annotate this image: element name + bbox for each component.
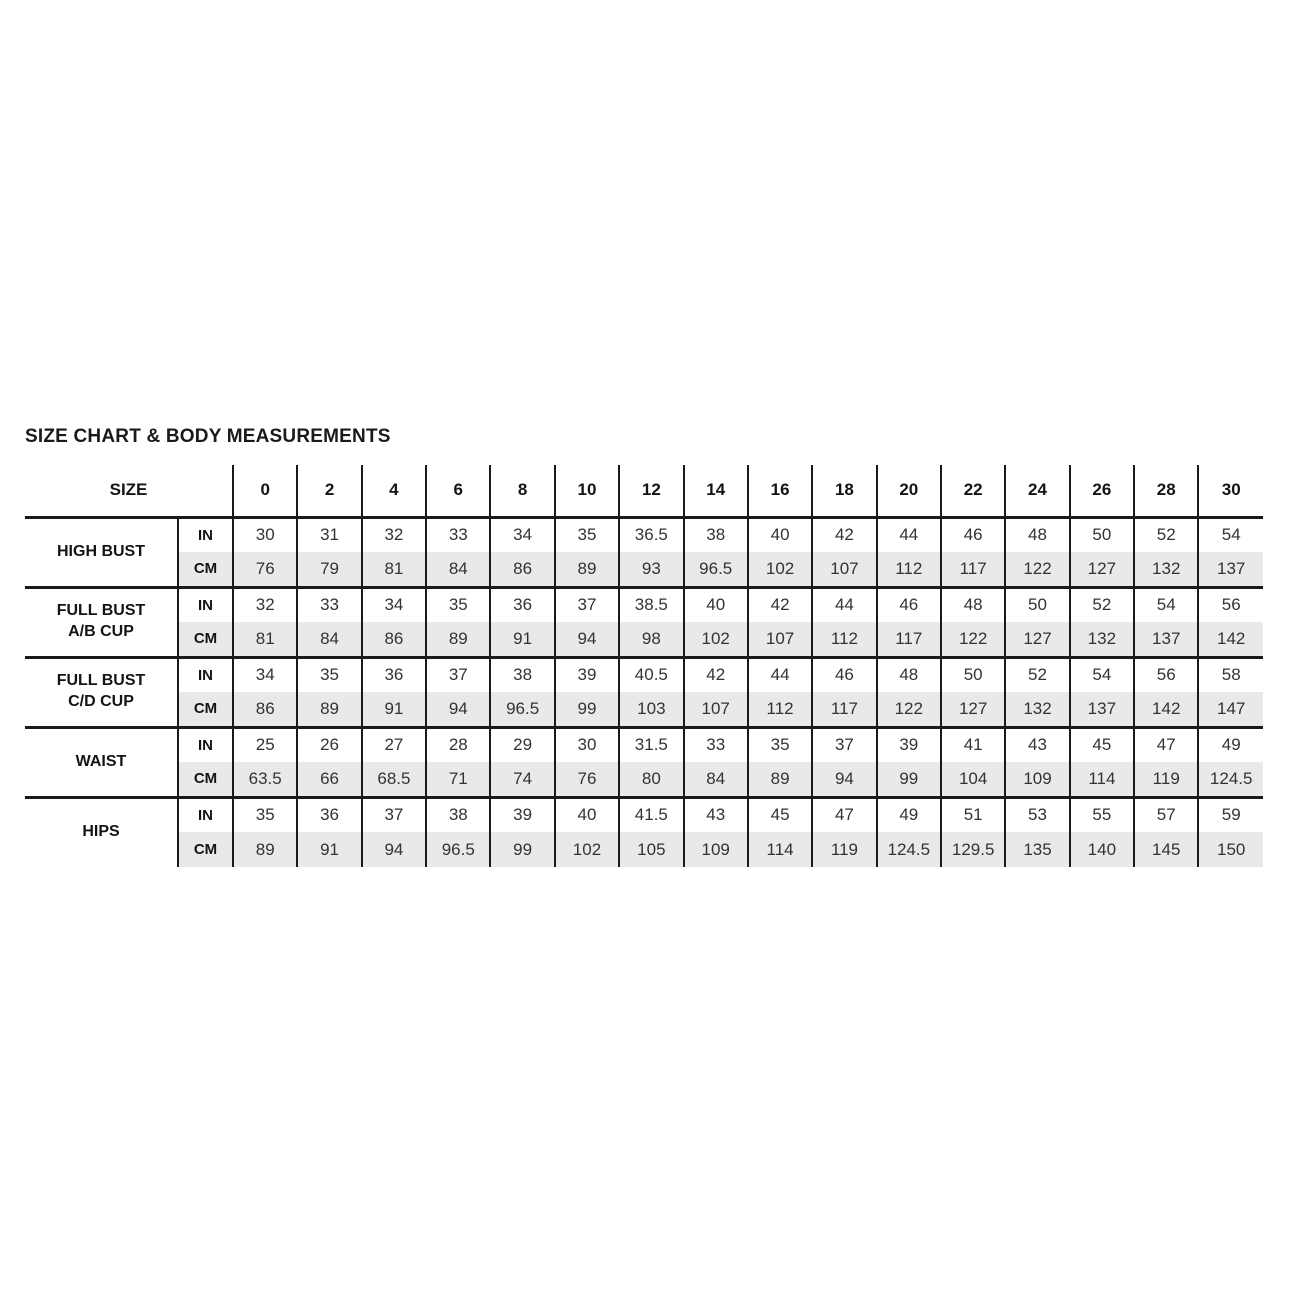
cell-hips-cm-6: 96.5 [426,832,490,867]
cell-high-bust-in-22: 46 [941,517,1005,552]
cell-full-bust-cd-cup-in-2: 35 [297,657,361,692]
cell-waist-in-22: 41 [941,727,1005,762]
size-col-header-28: 28 [1134,465,1198,517]
cell-waist-cm-6: 71 [426,762,490,797]
cell-hips-cm-20: 124.5 [877,832,941,867]
cell-full-bust-cd-cup-cm-2: 89 [297,692,361,727]
cell-high-bust-in-24: 48 [1005,517,1069,552]
table-row-hips-cm [25,832,1263,867]
cell-full-bust-cd-cup-in-8: 38 [490,657,554,692]
unit-cell-cm-full-bust-ab-cup: CM [178,622,233,657]
cell-hips-cm-16: 114 [748,832,812,867]
cell-waist-cm-30: 124.5 [1198,762,1263,797]
cell-full-bust-ab-cup-in-6: 35 [426,587,490,622]
cell-hips-in-26: 55 [1070,797,1134,832]
cell-full-bust-cd-cup-cm-30: 147 [1198,692,1263,727]
table-row-full-bust-cd-cup-cm [25,692,1263,727]
size-col-header-30: 30 [1198,465,1263,517]
cell-high-bust-in-26: 50 [1070,517,1134,552]
cell-full-bust-ab-cup-cm-16: 107 [748,622,812,657]
cell-full-bust-cd-cup-cm-28: 142 [1134,692,1198,727]
size-col-header-12: 12 [619,465,683,517]
cell-full-bust-ab-cup-in-28: 54 [1134,587,1198,622]
cell-waist-cm-8: 74 [490,762,554,797]
size-col-header-0: 0 [233,465,297,517]
table-row-high-bust-in [25,517,1263,552]
size-col-header-8: 8 [490,465,554,517]
cell-hips-in-2: 36 [297,797,361,832]
cell-hips-in-6: 38 [426,797,490,832]
size-col-header-18: 18 [812,465,876,517]
row-label-line: A/B CUP [68,623,134,640]
cell-high-bust-cm-4: 81 [362,552,426,587]
cell-waist-in-6: 28 [426,727,490,762]
cell-waist-cm-10: 76 [555,762,619,797]
cell-high-bust-cm-20: 112 [877,552,941,587]
cell-full-bust-cd-cup-in-4: 36 [362,657,426,692]
cell-hips-cm-12: 105 [619,832,683,867]
cell-full-bust-ab-cup-in-0: 32 [233,587,297,622]
cell-hips-in-24: 53 [1005,797,1069,832]
cell-waist-cm-26: 114 [1070,762,1134,797]
size-header-row [25,465,1263,517]
table-row-waist-in [25,727,1263,762]
cell-hips-cm-30: 150 [1198,832,1263,867]
cell-waist-in-14: 33 [684,727,748,762]
cell-full-bust-ab-cup-cm-28: 137 [1134,622,1198,657]
size-col-header-4: 4 [362,465,426,517]
unit-cell-in-high-bust: IN [178,517,233,552]
cell-high-bust-cm-10: 89 [555,552,619,587]
cell-high-bust-in-12: 36.5 [619,517,683,552]
cell-high-bust-cm-14: 96.5 [684,552,748,587]
cell-full-bust-cd-cup-cm-10: 99 [555,692,619,727]
size-col-header-22: 22 [941,465,1005,517]
cell-hips-cm-18: 119 [812,832,876,867]
size-col-header-24: 24 [1005,465,1069,517]
row-label-full-bust-cd-cup [25,657,178,727]
cell-hips-cm-26: 140 [1070,832,1134,867]
cell-waist-in-2: 26 [297,727,361,762]
cell-full-bust-ab-cup-cm-0: 81 [233,622,297,657]
cell-high-bust-cm-16: 102 [748,552,812,587]
unit-cell-in-full-bust-cd-cup: IN [178,657,233,692]
cell-full-bust-cd-cup-in-6: 37 [426,657,490,692]
cell-full-bust-ab-cup-in-2: 33 [297,587,361,622]
cell-hips-in-20: 49 [877,797,941,832]
cell-hips-in-10: 40 [555,797,619,832]
row-label-waist [25,727,178,797]
cell-hips-in-16: 45 [748,797,812,832]
cell-high-bust-in-30: 54 [1198,517,1263,552]
cell-full-bust-ab-cup-cm-4: 86 [362,622,426,657]
cell-full-bust-ab-cup-in-30: 56 [1198,587,1263,622]
cell-full-bust-ab-cup-in-18: 44 [812,587,876,622]
size-col-header-2: 2 [297,465,361,517]
cell-full-bust-ab-cup-cm-8: 91 [490,622,554,657]
cell-full-bust-cd-cup-cm-6: 94 [426,692,490,727]
cell-high-bust-in-4: 32 [362,517,426,552]
row-label-line: FULL BUST [56,672,146,690]
cell-full-bust-cd-cup-cm-8: 96.5 [490,692,554,727]
cell-full-bust-ab-cup-cm-10: 94 [555,622,619,657]
cell-full-bust-ab-cup-cm-12: 98 [619,622,683,657]
cell-full-bust-ab-cup-in-14: 40 [684,587,748,622]
cell-hips-in-18: 47 [812,797,876,832]
cell-high-bust-cm-30: 137 [1198,552,1263,587]
cell-full-bust-cd-cup-in-16: 44 [748,657,812,692]
size-col-header-16: 16 [748,465,812,517]
cell-waist-in-4: 27 [362,727,426,762]
cell-hips-cm-28: 145 [1134,832,1198,867]
cell-waist-cm-24: 109 [1005,762,1069,797]
cell-full-bust-ab-cup-cm-14: 102 [684,622,748,657]
cell-high-bust-in-6: 33 [426,517,490,552]
cell-waist-in-0: 25 [233,727,297,762]
unit-cell-cm-full-bust-cd-cup: CM [178,692,233,727]
cell-waist-in-30: 49 [1198,727,1263,762]
cell-waist-in-28: 47 [1134,727,1198,762]
cell-full-bust-cd-cup-in-22: 50 [941,657,1005,692]
row-label-line: WAIST [75,752,127,770]
unit-cell-in-waist: IN [178,727,233,762]
table-row-waist-cm [25,762,1263,797]
cell-high-bust-in-10: 35 [555,517,619,552]
cell-full-bust-cd-cup-in-18: 46 [812,657,876,692]
cell-high-bust-in-0: 30 [233,517,297,552]
cell-waist-cm-16: 89 [748,762,812,797]
cell-high-bust-cm-12: 93 [619,552,683,587]
cell-full-bust-cd-cup-cm-16: 112 [748,692,812,727]
cell-full-bust-cd-cup-in-24: 52 [1005,657,1069,692]
row-label-line: HIGH BUST [57,542,145,560]
cell-full-bust-ab-cup-cm-18: 112 [812,622,876,657]
cell-full-bust-cd-cup-cm-12: 103 [619,692,683,727]
cell-full-bust-ab-cup-cm-2: 84 [297,622,361,657]
table-row-hips-in [25,797,1263,832]
cell-waist-cm-20: 99 [877,762,941,797]
cell-hips-in-14: 43 [684,797,748,832]
row-label-full-bust-ab-cup [25,587,178,657]
cell-hips-in-0: 35 [233,797,297,832]
cell-hips-in-28: 57 [1134,797,1198,832]
cell-waist-in-26: 45 [1070,727,1134,762]
cell-full-bust-ab-cup-cm-30: 142 [1198,622,1263,657]
unit-cell-cm-high-bust: CM [178,552,233,587]
cell-full-bust-ab-cup-cm-26: 132 [1070,622,1134,657]
cell-high-bust-in-2: 31 [297,517,361,552]
cell-full-bust-cd-cup-cm-0: 86 [233,692,297,727]
cell-waist-in-20: 39 [877,727,941,762]
cell-high-bust-cm-0: 76 [233,552,297,587]
size-header-cell: SIZE [109,480,148,500]
cell-high-bust-cm-26: 127 [1070,552,1134,587]
cell-full-bust-cd-cup-in-10: 39 [555,657,619,692]
cell-high-bust-in-8: 34 [490,517,554,552]
table-row-full-bust-ab-cup-in [25,587,1263,622]
cell-hips-in-8: 39 [490,797,554,832]
cell-full-bust-cd-cup-cm-22: 127 [941,692,1005,727]
cell-full-bust-cd-cup-in-26: 54 [1070,657,1134,692]
cell-full-bust-cd-cup-cm-18: 117 [812,692,876,727]
cell-full-bust-cd-cup-in-14: 42 [684,657,748,692]
cell-full-bust-ab-cup-in-26: 52 [1070,587,1134,622]
cell-waist-in-12: 31.5 [619,727,683,762]
cell-full-bust-cd-cup-cm-24: 132 [1005,692,1069,727]
cell-waist-cm-18: 94 [812,762,876,797]
cell-hips-in-4: 37 [362,797,426,832]
cell-high-bust-cm-24: 122 [1005,552,1069,587]
cell-hips-in-12: 41.5 [619,797,683,832]
cell-full-bust-cd-cup-cm-26: 137 [1070,692,1134,727]
row-label-line: HIPS [82,823,120,841]
cell-hips-in-22: 51 [941,797,1005,832]
cell-full-bust-ab-cup-in-22: 48 [941,587,1005,622]
size-table-body [25,517,1263,867]
table-row-full-bust-ab-cup-cm [25,622,1263,657]
cell-full-bust-ab-cup-in-12: 38.5 [619,587,683,622]
cell-high-bust-in-14: 38 [684,517,748,552]
cell-full-bust-cd-cup-in-12: 40.5 [619,657,683,692]
cell-waist-cm-28: 119 [1134,762,1198,797]
cell-full-bust-ab-cup-in-4: 34 [362,587,426,622]
cell-high-bust-in-28: 52 [1134,517,1198,552]
cell-hips-cm-0: 89 [233,832,297,867]
cell-full-bust-ab-cup-in-8: 36 [490,587,554,622]
row-label-high-bust [25,517,178,587]
cell-waist-cm-2: 66 [297,762,361,797]
cell-full-bust-ab-cup-in-16: 42 [748,587,812,622]
page-title: SIZE CHART & BODY MEASUREMENTS [25,426,391,447]
cell-full-bust-ab-cup-in-20: 46 [877,587,941,622]
row-label-hips [25,797,178,867]
table-row-full-bust-cd-cup-in [25,657,1263,692]
unit-cell-in-full-bust-ab-cup: IN [178,587,233,622]
size-col-header-14: 14 [684,465,748,517]
cell-waist-in-24: 43 [1005,727,1069,762]
cell-hips-cm-4: 94 [362,832,426,867]
cell-full-bust-cd-cup-cm-4: 91 [362,692,426,727]
cell-full-bust-ab-cup-cm-24: 127 [1005,622,1069,657]
cell-high-bust-in-16: 40 [748,517,812,552]
cell-full-bust-ab-cup-cm-6: 89 [426,622,490,657]
cell-full-bust-cd-cup-cm-14: 107 [684,692,748,727]
row-label-line: FULL BUST [56,602,146,620]
cell-hips-cm-22: 129.5 [941,832,1005,867]
cell-waist-cm-12: 80 [619,762,683,797]
cell-high-bust-in-20: 44 [877,517,941,552]
cell-hips-cm-2: 91 [297,832,361,867]
cell-high-bust-cm-2: 79 [297,552,361,587]
cell-waist-cm-4: 68.5 [362,762,426,797]
cell-hips-cm-8: 99 [490,832,554,867]
row-label-line: C/D CUP [68,693,134,710]
cell-waist-in-10: 30 [555,727,619,762]
cell-high-bust-cm-6: 84 [426,552,490,587]
cell-full-bust-ab-cup-in-10: 37 [555,587,619,622]
cell-full-bust-cd-cup-in-28: 56 [1134,657,1198,692]
cell-hips-cm-24: 135 [1005,832,1069,867]
size-col-header-20: 20 [877,465,941,517]
cell-high-bust-cm-8: 86 [490,552,554,587]
cell-full-bust-cd-cup-cm-20: 122 [877,692,941,727]
cell-high-bust-cm-18: 107 [812,552,876,587]
cell-high-bust-in-18: 42 [812,517,876,552]
cell-full-bust-cd-cup-in-0: 34 [233,657,297,692]
size-col-header-6: 6 [426,465,490,517]
cell-full-bust-cd-cup-in-30: 58 [1198,657,1263,692]
size-col-header-10: 10 [555,465,619,517]
size-col-header-26: 26 [1070,465,1134,517]
cell-high-bust-cm-22: 117 [941,552,1005,587]
cell-hips-cm-14: 109 [684,832,748,867]
cell-waist-in-8: 29 [490,727,554,762]
cell-full-bust-ab-cup-cm-22: 122 [941,622,1005,657]
cell-full-bust-ab-cup-in-24: 50 [1005,587,1069,622]
cell-full-bust-ab-cup-cm-20: 117 [877,622,941,657]
table-row-high-bust-cm [25,552,1263,587]
unit-cell-in-hips: IN [178,797,233,832]
cell-full-bust-cd-cup-in-20: 48 [877,657,941,692]
cell-waist-cm-22: 104 [941,762,1005,797]
cell-waist-in-18: 37 [812,727,876,762]
cell-hips-cm-10: 102 [555,832,619,867]
cell-waist-in-16: 35 [748,727,812,762]
size-chart-table [25,465,1263,867]
cell-waist-cm-14: 84 [684,762,748,797]
cell-waist-cm-0: 63.5 [233,762,297,797]
unit-cell-cm-hips: CM [178,832,233,867]
unit-cell-cm-waist: CM [178,762,233,797]
cell-high-bust-cm-28: 132 [1134,552,1198,587]
cell-hips-in-30: 59 [1198,797,1263,832]
